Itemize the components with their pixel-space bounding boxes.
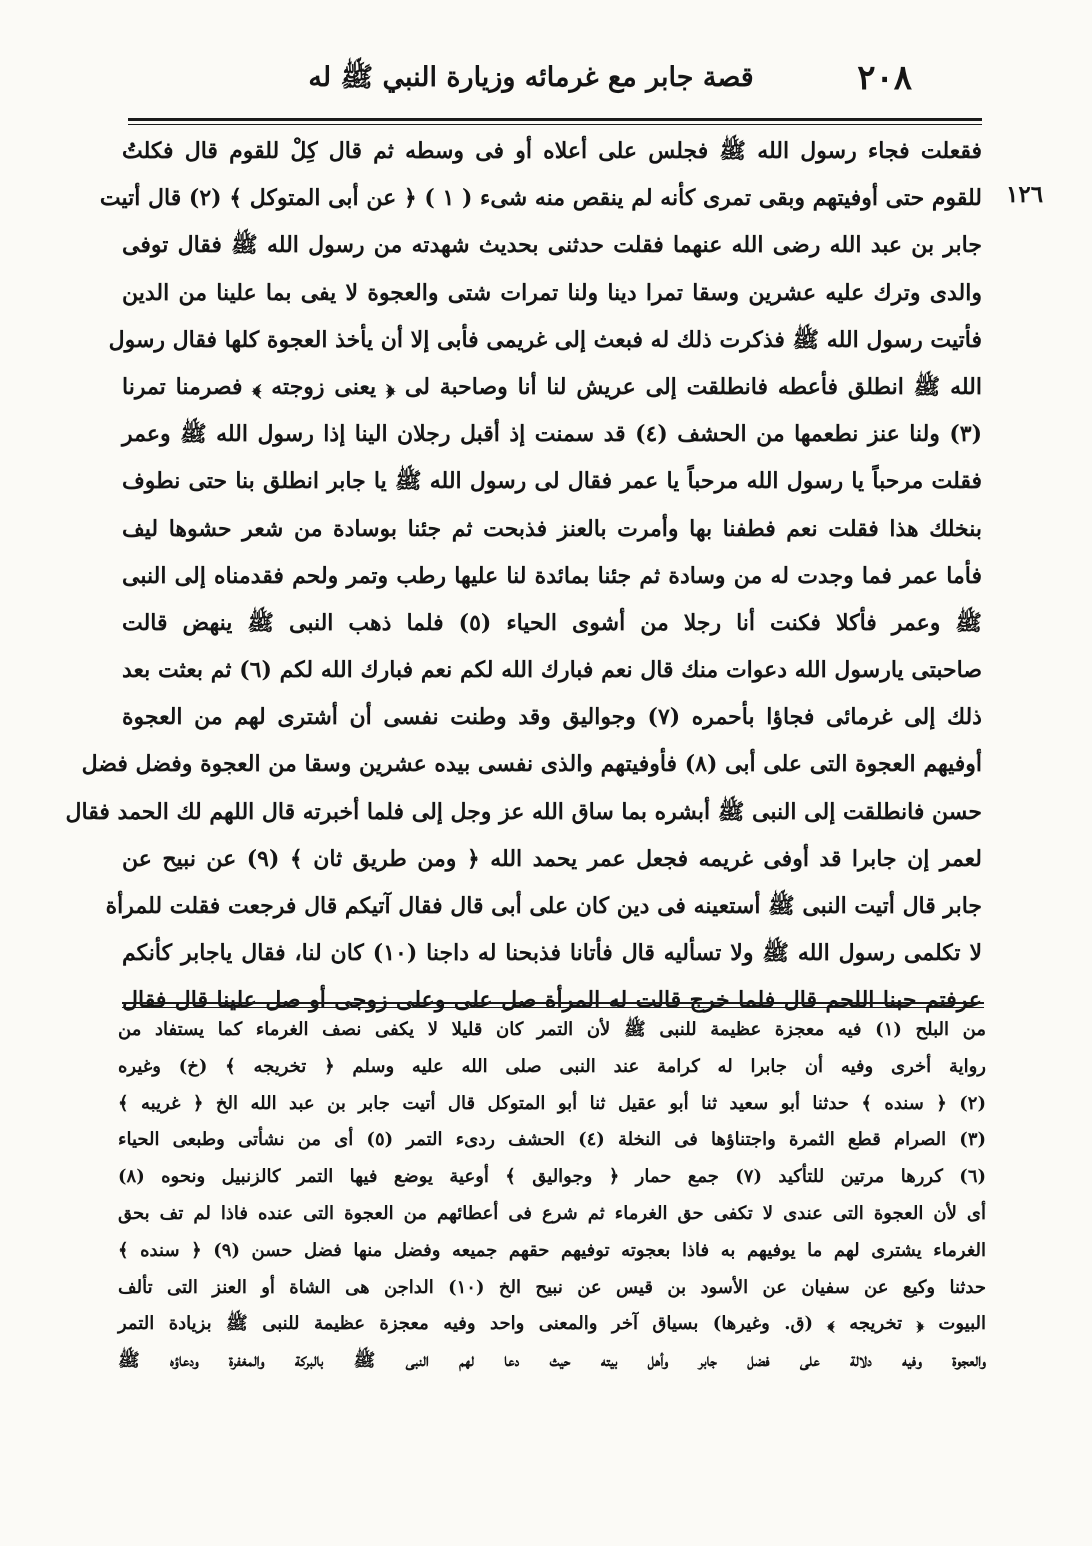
- page-number: ٢٠٨: [857, 58, 912, 98]
- main-text-line: فقعلت فجاء رسول الله ﷺ فجلس على أعلاه أو فى وسطه ثم قال كِلْ للقوم قال فكلتُ: [122, 138, 982, 164]
- commentary-line: البيوت ﴿ تخريجه ﴾ (ق. وغيرها) بسياق آخر والمعنى واحد وفيه معجزة عظيمة للنبى ﷺ بزيادة التمر: [118, 1313, 986, 1335]
- footnote-rule-thin: [122, 1007, 984, 1008]
- main-text-line: بنخلك هذا فقلت نعم فطفنا بها وأمرت بالعنز فذبحت ثم جئنا بوسادة من شعر حشوها ليف: [122, 515, 982, 542]
- main-text-line: ذلك إلى غرمائى فجاؤا بأحمره (٧) وجواليق وقد وطنت نفسى أن أشترى لهم من العجوة: [122, 704, 982, 731]
- commentary-line: رواية أخرى وفيه أن جابرا له كرامة عند النبى صلى الله عليه وسلم ﴿ تخريجه ﴾ (خ) وغيره: [118, 1055, 986, 1077]
- main-text-line: فأتيت رسول الله ﷺ فذكرت ذلك له فبعث إلى غريمى فأبى إلا أن يأخذ العجوة كلها فقال رسول: [108, 326, 982, 353]
- main-text-line: جابر قال أتيت النبى ﷺ أستعينه فى دين كان على أبى قال فقال آتيكم قال فرجعت فقلت للمرأة: [105, 893, 982, 919]
- commentary-line: من البلح (١) فيه معجزة عظيمة للنبى ﷺ لأن التمر كان قليلا لا يكفى نصف الغرماء كما يستفاد من: [118, 1019, 987, 1040]
- commentary-line: حدثنا وكيع عن سفيان عن الأسود بن قيس عن نبيح الخ (١٠) الداجن هى الشاة أو العنز التى تألف: [118, 1276, 986, 1298]
- main-text-line: والدى وترك عليه عشرين وسقا تمرا دينا ولنا تمرات شتى والعجوة لا يفى بما علينا من الدين: [122, 279, 982, 306]
- page-header: [260, 52, 912, 102]
- main-text-line: ﷺ وعمر فأكلا فكنت أنا رجلا من أشوى الحياء (٥) فلما ذهب النبى ﷺ ينهض قالت: [122, 609, 982, 636]
- main-text-line: لا تكلمى رسول الله ﷺ ولا تسأليه قال فأتانا فذبحنا له داجنا (١٠) كان لنا، فقال ياجابر كأنكم: [122, 940, 982, 967]
- header-rule: [128, 118, 982, 121]
- commentary-line: والعجوة وفيه دلالة على فضل جابر وأهل بيته حيث دعا لهم النبى ﷺ بالبركة والمغفرة ودعاؤه ﷺ: [118, 1350, 986, 1372]
- main-text-line: (٣) ولنا عنز نطعمها من الحشف (٤) قد سمنت إذ أقبل رجلان الينا إذا رسول الله ﷺ وعمر: [122, 421, 983, 448]
- main-text-line: جابر بن عبد الله رضى الله عنهما فقلت حدثنى بحديث شهدته من رسول الله ﷺ فقال توفى: [122, 232, 982, 259]
- main-text-line: الله ﷺ انطلق فأعطه فانطلقت إلى عريش لنا أنا وصاحبة لى ﴿ يعنى زوجته ﴾ فصرمنا تمرنا: [122, 373, 982, 400]
- main-text-line: فأما عمر فما وجدت له من وسادة ثم جئنا بمائدة لنا عليها رطب وتمر ولحم فقدمناه إلى النبى: [122, 562, 982, 589]
- main-text-line: لعمر إن جابرا قد أوفى غريمه فجعل عمر يحمد الله ﴿ ومن طريق ثان ﴾ (٩) عن نبيح عن: [122, 845, 982, 872]
- main-text-line: صاحبتى يارسول الله دعوات منك قال نعم فبارك الله لكم نعم فبارك الله لكم (٦) ثم بعثت بعد: [122, 657, 982, 684]
- commentary-line: (٣) الصرام قطع الثمرة واجتناؤها فى النخلة (٤) الحشف ردىء التمر (٥) أى من نشأتى وطبعى الحياء: [118, 1129, 987, 1151]
- main-text-line: فقلت مرحباً يا رسول الله مرحباً يا عمر فقال لى رسول الله ﷺ يا جابر انطلق بنا حتى نطوف: [122, 468, 982, 495]
- main-text-line: عرفتم حبنا اللحم قال فلما خرج قالت له المرأة صل على وعلى زوجى أو صل علينا قال فقال: [122, 987, 982, 1014]
- commentary-line: (٢) ﴿ سنده ﴾ حدثنا أبو سعيد ثنا أبو عقيل ثنا أبو المتوكل قال أتيت جابر بن عبد الله الخ ﴿ غريبه ﴾: [118, 1092, 986, 1114]
- commentary: [118, 1012, 986, 1380]
- commentary-line: (٦) كررها مرتين للتأكيد (٧) جمع حمار ﴿ وجواليق ﴾ أوعية يوضع فيها التمر كالزنبيل ونحوه (٨): [118, 1166, 987, 1188]
- main-text: [65, 128, 983, 1025]
- footnote-rule: [122, 1002, 984, 1004]
- main-text-line: أوفيهم العجوة التى على أبى (٨) فأوفيتهم والذى نفسى بيده عشرين وسقا من العجوة وفضل فضل: [81, 751, 982, 778]
- main-text-line: حسن فانطلقت إلى النبى ﷺ أبشره بما ساق الله عز وجل إلى فلما أخبرته قال اللهم لك الحمد فقال: [65, 798, 982, 825]
- hadith-number: ١٢٦: [1006, 181, 1044, 208]
- running-title: قصة جابر مع غرمائه وزيارة النبي ﷺ له: [308, 62, 754, 93]
- commentary-line: الغرماء يشترى لهم ما يوفيهم به فاذا بعجوته توفيهم حقهم جميعه وفضل منها فضل حسن (٩) ﴿ سنده ﴾: [118, 1239, 987, 1261]
- commentary-line: أى لأن العجوة التى عندى لا تكفى حق الغرماء ثم شرع فى أعطائهم من العجوة التى عنده فاذا لم تف بحق: [118, 1202, 986, 1224]
- header-rule-thin: [128, 124, 982, 125]
- main-text-line: للقوم حتى أوفيتهم وبقى تمرى كأنه لم ينقص منه شىء ( ١ ) ﴿ عن أبى المتوكل ﴾ (٢) قال أتيت: [99, 185, 982, 212]
